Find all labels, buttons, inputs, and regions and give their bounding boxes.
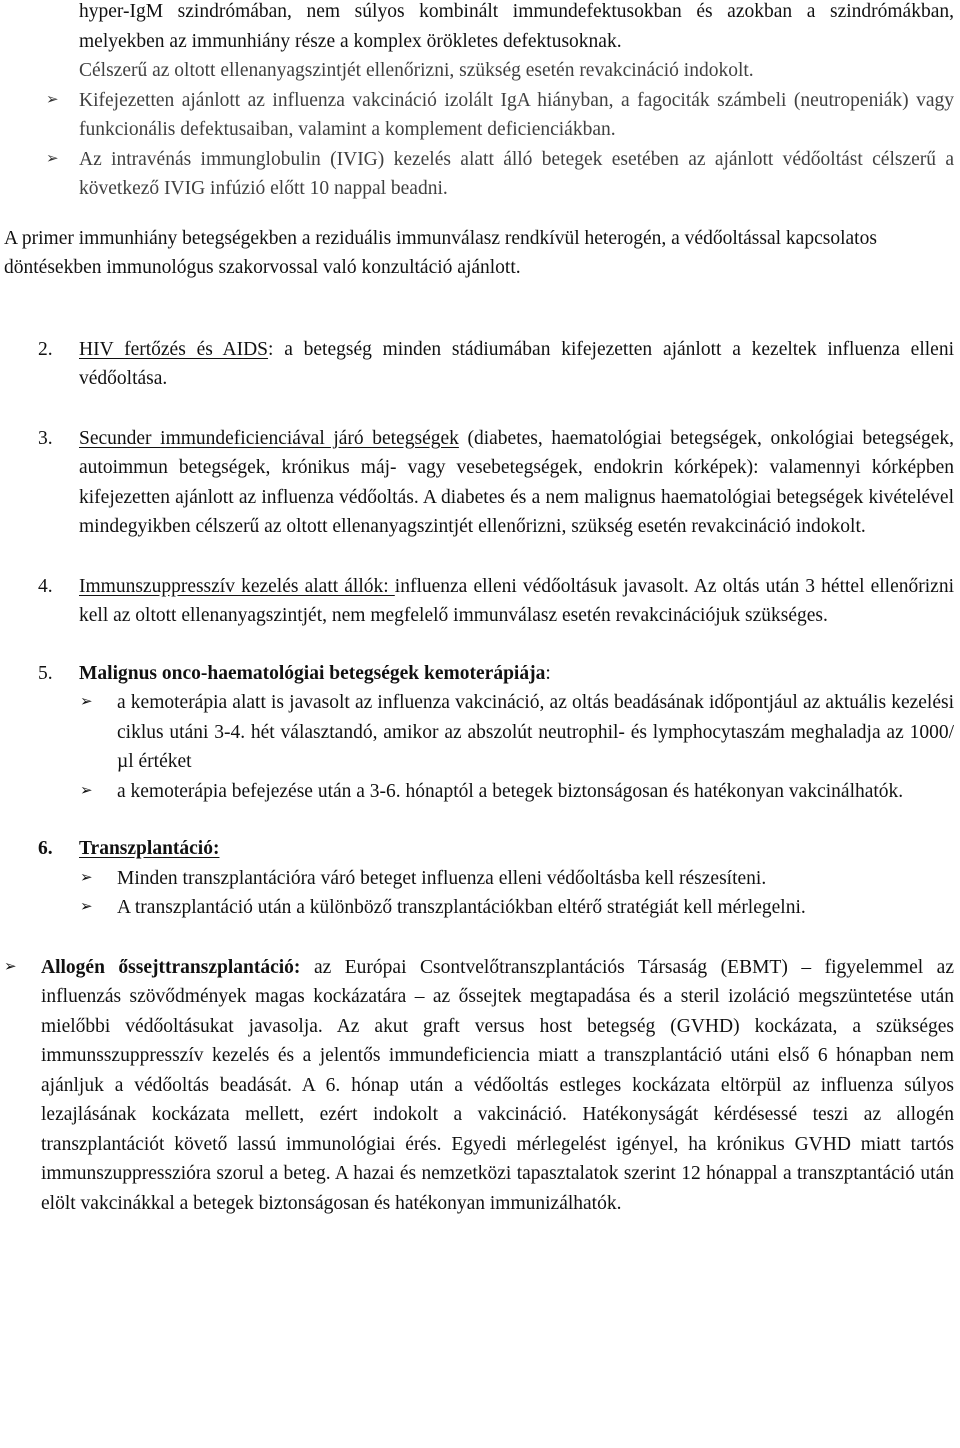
- section-text-allogen: az Európai Csontvelőtranszplantációs Társaság (EBMT) – figyelemmel az influenzás szövődmények magas kockázatára – az őssejtek megtapadása és a steril izoláció megszüntetése után mielőbbi védőoltásukat javasolja. Az akut graft versus host betegség (GVHD) kockázata, a szükséges immunsszuppresszív kezelés és a jelentős immundeficiencia miatt a transzplantáció utáni első 6 hónapban nem ajánljuk a védőoltás beadását. A 6. hónap után a védőoltás estleges kockázata eltörpül az influenza súlyos lezajlásának kockázata mellett, ezért indokolt a vakcináció. Hatékonyságát kérdésessé teszi az allogén transzplantációt követő lassú immunológiai érés. Egyedi mérlegelést igényel, ha krónikus GVHD miatt tartós immunszuppresszióra szorul a beteg. A hazai és nemzetközi tapasztalatok szerint 12 hónappal a transzptantáció után elölt vakcinákkal a betegek biztonságosan és hatékonyan immunizálhatók.: [41, 956, 954, 1214]
- bullet-kemoterapia-utan: [0, 777, 960, 807]
- intro-line2: Célszerű az oltott ellenanyagszintjét ellenőrizni, szükség esetén revakcináció indokolt.: [79, 60, 754, 81]
- arrowhead-bullet-icon: ➢: [80, 782, 93, 799]
- section-title-malignus: Malignus onco-haematológiai betegségek kemoterápiája: [79, 662, 546, 684]
- section-number: 5.: [38, 662, 53, 684]
- section-transzplantacio: [0, 834, 960, 864]
- section-title-immunszuppressziv: Immunszuppresszív kezelés alatt állók:: [79, 575, 395, 597]
- section-allogen: [0, 953, 960, 1219]
- section-text-hiv: : a betegség minden stádiumában kifejezetten ajánlott a kezeltek influenza elleni védőoltása.: [79, 338, 954, 389]
- section-title-secunder: Secunder immundeficienciával járó betegségek: [79, 427, 459, 449]
- section-number: 4.: [38, 575, 53, 597]
- intro-text: [0, 0, 960, 86]
- section-number: 6.: [38, 838, 53, 859]
- section-secunder: [0, 424, 960, 542]
- bullet-kemoterapia-alatt: [0, 688, 960, 777]
- section-title-transzplantacio: Transzplantáció:: [79, 838, 220, 859]
- bullet-ivig: [0, 145, 960, 204]
- section-hiv: [0, 335, 960, 394]
- section-colon: :: [545, 662, 551, 684]
- primer-paragraph: A primer immunhiány betegségekben a reziduális immunválasz rendkívül heterogén, a védőoltással kapcsolatos döntésekben immunológus szakorvossal való konzultáció ajánlott.: [4, 227, 877, 278]
- arrowhead-bullet-icon: ➢: [46, 150, 59, 167]
- bullet-kemoterapia-utan-text: a kemoterápia befejezése után a 3-6. hónaptól a betegek biztonságosan és hatékonyan vakcinálhatók.: [117, 780, 904, 802]
- section-number: 3.: [38, 427, 53, 449]
- bullet-ivig-text: Az intravénás immunglobulin (IVIG) kezelés alatt álló betegek esetében az ajánlott védőoltást célszerű a következő IVIG infúzió előtt 10 nappal beadni.: [79, 148, 954, 199]
- arrowhead-bullet-icon: ➢: [80, 869, 93, 886]
- arrowhead-bullet-icon: ➢: [46, 91, 59, 108]
- bullet-transzplantacio-utan-text: A transzplantáció után a különböző transzplantációkban eltérő stratégiát kell mérlegelni.: [117, 897, 806, 918]
- section-immunszuppressziv: [0, 572, 960, 631]
- section-title-allogen: Allogén őssejttranszplantáció:: [41, 956, 301, 978]
- bullet-transzplantacio-elott: [0, 864, 960, 894]
- section-malignus: [0, 659, 960, 689]
- arrowhead-bullet-icon: ➢: [80, 694, 93, 710]
- bullet-iga-text: Kifejezetten ajánlott az influenza vakcináció izolált IgA hiányban, a fagociták számbeli (neutropeniák) vagy funkcionális defektusaiban, valamint a komplement deficienciákban.: [79, 89, 954, 140]
- section-number: 2.: [38, 338, 53, 360]
- section-title-hiv: HIV fertőzés és AIDS: [79, 338, 269, 360]
- section-text-secunder: (diabetes, haematológiai betegségek, onkológiai betegségek, autoimmun betegségek, krónikus máj- vagy vesebetegségek, endokrin kórképek): valamennyi kórképben kifejezetten ajánlott az influenza védőoltás. A diabetes és a nem malignus haematológiai betegségek kivételével mindegyikben célszerű az oltott ellenanyagszintjét ellenőrizni, szükség esetén revakcináció indokolt.: [79, 427, 954, 537]
- intro-line1: hyper-IgM szindrómában, nem súlyos kombinált immundefektusokban és azokban a szindrómákban, melyekben az immunhiány része a komplex örökletes defektusoknak.: [79, 1, 954, 52]
- bullet-iga: [0, 86, 960, 145]
- bullet-transzplantacio-utan: [0, 893, 960, 923]
- section-text-immunszuppressziv: influenza elleni védőoltásuk javasolt. Az oltás után 3 héttel ellenőrizni kell az oltott ellenanyagszintjét, nem megfelelő immunválasz esetén revakcinációjuk szükséges.: [79, 575, 954, 626]
- bullet-kemoterapia-alatt-text: a kemoterápia alatt is javasolt az influenza vakcináció, az oltás beadásának időpontjául az aktuális kezelési ciklus utáni 3-4. hét választandó, amikor az abszolút neutrophil- és lymphocytaszám meghaladja az 1000/µl értéket: [117, 692, 954, 772]
- arrowhead-bullet-icon: ➢: [4, 958, 17, 975]
- arrowhead-bullet-icon: ➢: [80, 899, 93, 915]
- bullet-transzplantacio-elott-text: Minden transzplantációra váró beteget influenza elleni védőoltásba kell részesíteni.: [117, 867, 767, 889]
